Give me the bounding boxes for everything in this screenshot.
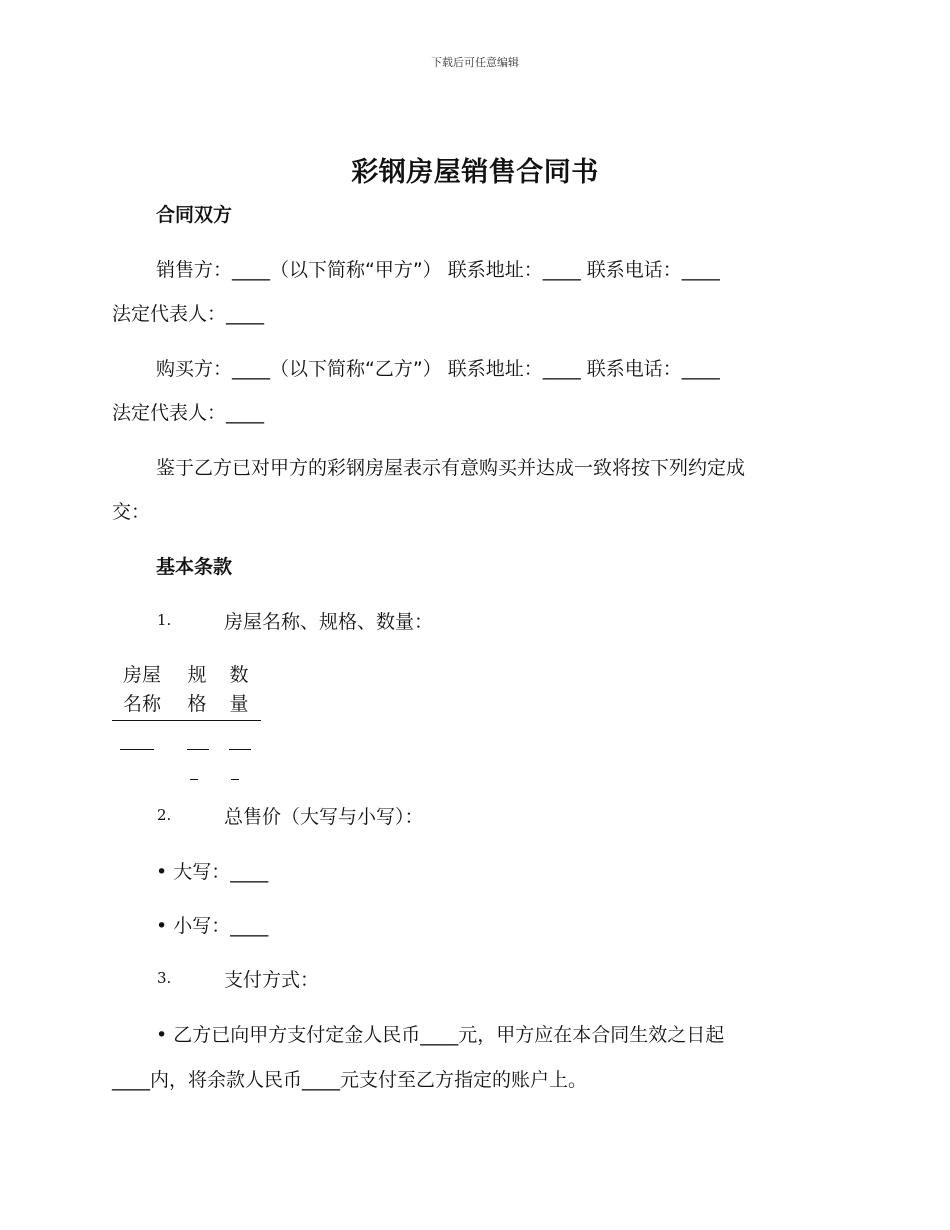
- section-heading-basic-terms: 基本条款: [156, 556, 233, 578]
- table-header-rule: [112, 720, 261, 721]
- section-heading-parties: 合同双方: [156, 204, 233, 226]
- document-title: 彩钢房屋销售合同书: [351, 157, 599, 188]
- clause-text: 支付方式：: [224, 969, 320, 991]
- payment-paragraph-line1: • 乙方已向甲方支付定金人民币____元，甲方应在本合同生效之日起: [156, 1024, 725, 1046]
- payment-paragraph-line2: ____内，将余款人民币____元支付至乙方指定的账户上。: [112, 1069, 588, 1091]
- table-header-cell: 规 格: [187, 664, 207, 715]
- clause-number: 3.: [157, 969, 172, 987]
- table-blank-cell: [229, 749, 251, 750]
- buyer-representative-line: 法定代表人：____: [112, 402, 265, 424]
- buyer-info-line: 购买方：____（以下简称“乙方”） 联系地址：____ 联系电话：____: [156, 358, 720, 380]
- clause-text: 房屋名称、规格、数量：: [224, 611, 434, 633]
- clause-text: 总售价（大写与小写）：: [224, 806, 424, 828]
- seller-representative-line: 法定代表人：____: [112, 303, 265, 325]
- clause-number: 2.: [157, 806, 172, 824]
- table-blank-cell: [120, 749, 154, 750]
- intro-paragraph-line2: 交：: [112, 501, 151, 523]
- table-blank-cell: [187, 749, 209, 750]
- clause-number: 1.: [157, 611, 172, 629]
- seller-info-line: 销售方：____（以下简称“甲方”） 联系地址：____ 联系电话：____: [156, 259, 720, 281]
- price-uppercase-item: • 大写：____: [156, 861, 269, 883]
- page-header-note: 下载后可任意编辑: [431, 56, 519, 69]
- table-header-cell: 数 量: [229, 664, 249, 715]
- price-lowercase-item: • 小写：____: [156, 915, 269, 937]
- table-header-cell: 房屋 名称: [122, 664, 161, 715]
- table-blank-cell: [190, 779, 198, 780]
- intro-paragraph-line1: 鉴于乙方已对甲方的彩钢房屋表示有意购买并达成一致将按下列约定成: [156, 457, 746, 479]
- table-blank-cell: [231, 779, 239, 780]
